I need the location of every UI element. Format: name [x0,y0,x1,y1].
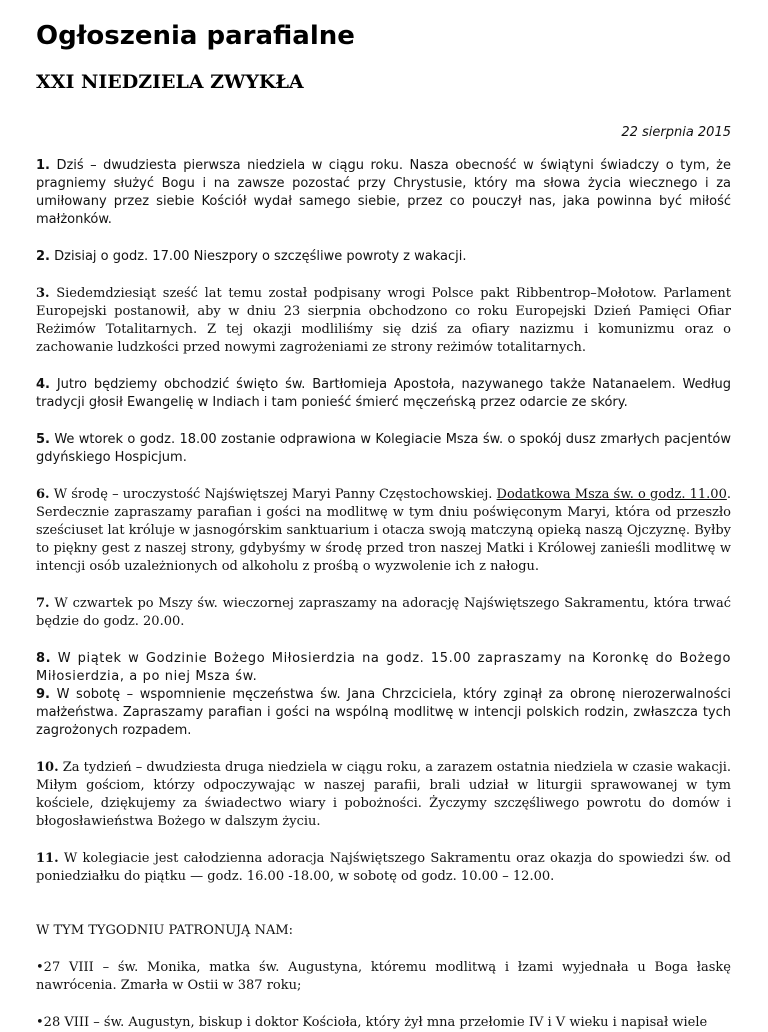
announcement-8: 8. W piątek w Godzinie Bożego Miłosierdzia na godz. 15.00 zapraszamy na Koronkę do Bożego Miłosierdzia, a po niej Msza św. [36,651,731,684]
patron-item: •28 VIII – św. Augustyn, biskup i doktor Kościoła, który żył mna przełomie IV i V wieku i napisał wiele [36,1015,708,1030]
extra-mass-highlight: Dodatkowa Msza św. o godz. 11.00 [496,487,727,502]
announcement-11: 11. W kolegiacie jest całodzienna adoracja Najświętszego Sakramentu oraz okazja do spowiedzi św. od poniedziałku do piątku — godz. 16.00 -18.00, w sobotę od godz. 10.00 – 12.00. [36,851,732,884]
announcement-1: 1. Dziś – dwudziesta pierwsza niedziela w ciągu roku. Nasza obecność w świątyni świadczy o tym, że pragniemy służyć Bogu i na zawsze pozostać przy Chrystusie, który ma słowa życia wiecznego i za umiłowany przez siebie Kościół wydał samego siebie, przez co pouczył nas, jaka powinna być miłość małżonków. [36,158,731,227]
announcement-4: 4. Jutro będziemy obchodzić święto św. Bartłomieja Apostoła, nazywanego także Natanaelem. Według tradycji głosił Ewangelię w Indiach i tam ponieść śmierć męczeńską przez odarcie ze skóry. [36,377,732,410]
announcement-3: 3. Siedemdziesiąt sześć lat temu został podpisany wrogi Polsce pakt Ribbentrop–Mołotow. Parlament Europejski postanowił, aby w dniu 23 sierpnia obchodzono co roku Europejski Dzień Pamięci Ofiar Reżimów Totalitarnych. Z tej okazji modliliśmy się dziś za ofiary nazizmu i komunizmu oraz o zachowanie ludzkości przed nowymi zagrożeniami ze strony reżimów totalitarnych. [36,286,731,355]
announcement-date: 22 sierpnia 2015 [621,125,731,140]
page-title: Ogłoszenia parafialne [36,21,355,51]
announcement-6: 6. W środę – uroczystość Najświętszej Maryi Panny Częstochowskiej. Dodatkowa Msza św. o godz. 11.00. Serdecznie zapraszamy parafian i gości na modlitwę w tym dniu poświęconym Maryi, która od przeszło sześciuset lat króluje w jasnogórskim sanktuarium i otacza swoją matczyną opieką naszą Ojczyznę. Byłby to piękny gest z naszej strony, gdybyśmy w środę przed tron naszej Matki i Królowej zanieśli modlitwę w intencji osób uzależnionych od alkoholu z prośbą o wyzwolenie ich z nałogu. [36,487,731,574]
document-page [36,0,731,1032]
patrons-heading: W TYM TYGODNIU PATRONUJĄ NAM: [36,923,294,938]
announcement-7: 7. W czwartek po Mszy św. wieczornej zapraszamy na adorację Najświętszego Sakramentu, która trwać będzie do godz. 20.00. [36,596,731,629]
announcement-10: 10. Za tydzień – dwudziesta druga niedziela w ciągu roku, a zarazem ostatnia niedziela w czasie wakacji. Miłym gościom, którzy odpoczywając w naszej parafii, brali udział w liturgii sprawowanej w tym kościele, dziękujemy za świadectwo wiary i pobożności. Życzymy szczęśliwego powrotu do domów i błogosławieństwa Bożego w dalszym życiu. [36,760,732,829]
page-subtitle: XXI NIEDZIELA ZWYKŁA [36,71,304,93]
announcement-2: 2. Dzisiaj o godz. 17.00 Nieszpory o szczęśliwe powroty z wakacji. [36,249,467,264]
patron-item: •27 VIII – św. Monika, matka św. Augustyna, któremu modlitwą i łzami wyjednała u Boga łaskę nawrócenia. Zmarła w Ostii w 387 roku; [36,960,731,993]
announcement-5: 5. We wtorek o godz. 18.00 zostanie odprawiona w Kolegiacie Msza św. o spokój dusz zmarłych pacjentów gdyńskiego Hospicjum. [36,432,732,465]
announcement-9: 9. W sobotę – wspomnienie męczeństwa św. Jana Chrzciciela, który zginął za obronę nierozerwalności małżeństwa. Zapraszamy parafian i gości na wspólną modlitwę w intencji polskich rodzin, zwłaszcza tych zagrożonych rozpadem. [36,687,731,738]
